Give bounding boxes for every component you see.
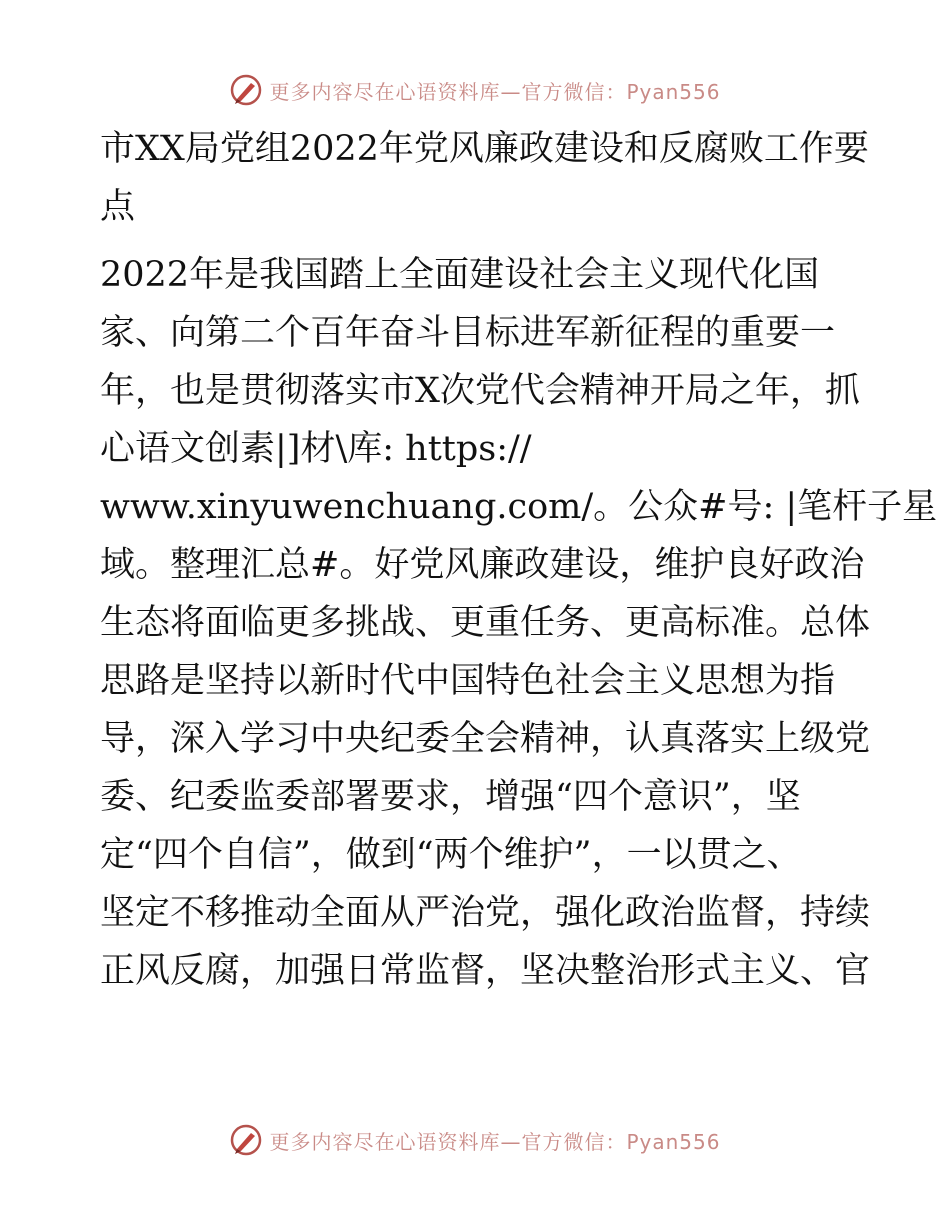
watermark-text: 更多内容尽在心语资料库—官方微信：Pyan556 [269,1129,721,1154]
body-line: 坚定不移推动全面从严治党，强化政治监督，持续 [100,893,871,933]
body-line: 委、纪委监委部署要求，增强“四个意识”，坚 [100,777,801,817]
watermark-text: 更多内容尽在心语资料库—官方微信：Pyan556 [269,79,721,104]
body-line: 生态将面临更多挑战、更重任务、更高标准。总体 [100,603,871,643]
footer-watermark-banner [0,1120,950,1160]
body-line: 域。整理汇总#。好党风廉政建设，维护良好政治 [100,545,865,585]
body-line: 家、向第二个百年奋斗目标进军新征程的重要一 [100,313,836,353]
header-watermark-banner [0,70,950,110]
body-line: 年，也是贯彻落实市X次党代会精神开局之年，抓 [100,371,860,411]
pen-circle-logo-icon [229,1123,263,1157]
title-line: 点 [100,187,136,227]
body-line: 导，深入学习中央纪委全会精神，认真落实上级党 [100,719,871,759]
document-body [100,246,938,1000]
body-line: 正风反腐，加强日常监督，坚决整治形式主义、官 [100,951,871,991]
body-line: 思路是坚持以新时代中国特色社会主义思想为指 [100,661,836,701]
title-line: 市XX局党组2022年党风廉政建设和反腐败工作要 [100,129,869,169]
body-line: 定“四个自信”，做到“两个维护”，一以贯之、 [100,835,802,875]
document-title [100,120,869,236]
body-line: 2022年是我国踏上全面建设社会主义现代化国 [100,255,820,295]
body-line: www.xinyuwenchuang.com/。公众#号: |笔杆子星 [100,487,938,527]
body-line: 心语文创素|]材\库: https:// [100,429,532,469]
pen-circle-logo-icon [229,73,263,107]
